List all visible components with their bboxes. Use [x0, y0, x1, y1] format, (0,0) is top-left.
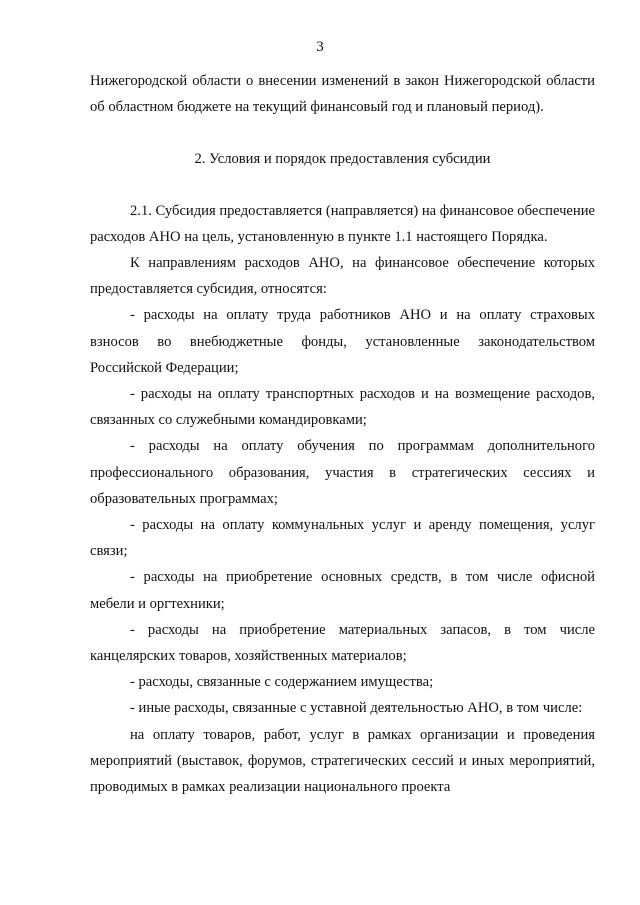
expense-item-education: - расходы на оплату обучения по программам дополнительного профессионального образования, участия в стратегических сессиях и образовательных программах;	[90, 438, 595, 507]
expense-item-fixed-assets: - расходы на приобретение основных средств, в том числе офисной мебели и оргтехники;	[90, 569, 595, 612]
document-body	[90, 68, 595, 800]
events-paragraph: на оплату товаров, работ, услуг в рамках организации и проведения мероприятий (выставок, форумов, стратегических сессий и иных мероприятий, проводимых в рамках реализации национального проекта	[90, 726, 595, 796]
intro-paragraph: Нижегородской области о внесении изменений в закон Нижегородской области об областном бюджете на текущий финансовый год и плановый период).	[90, 73, 595, 116]
paragraph-2-1: 2.1. Субсидия предоставляется (направляется) на финансовое обеспечение расходов АНО на цель, установленную в пункте 1.1 настоящего Порядка.	[90, 202, 595, 245]
expense-item-materials: - расходы на приобретение материальных запасов, в том числе канцелярских товаров, хозяйственных материалов;	[90, 621, 595, 665]
expense-item-transport: - расходы на оплату транспортных расходов и на возмещение расходов, связанных со служебными командировками;	[90, 386, 595, 429]
page-number: 3	[316, 39, 324, 55]
expense-directions-paragraph: К направлениям расходов АНО, на финансовое обеспечение которых предоставляется субсидия, относятся:	[90, 255, 595, 298]
expense-item-other: - иные расходы, связанные с уставной деятельностью АНО, в том числе:	[130, 700, 583, 717]
expense-item-utilities: - расходы на оплату коммунальных услуг и аренду помещения, услуг связи;	[90, 517, 595, 560]
expense-item-labor: - расходы на оплату труда работников АНО и на оплату страховых взносов во внебюджетные фонды, установленные законодательством Российской Федерации;	[90, 307, 595, 376]
section-heading: 2. Условия и порядок предоставления субсидии	[194, 151, 491, 168]
expense-item-property: - расходы, связанные с содержанием имущества;	[130, 674, 434, 691]
